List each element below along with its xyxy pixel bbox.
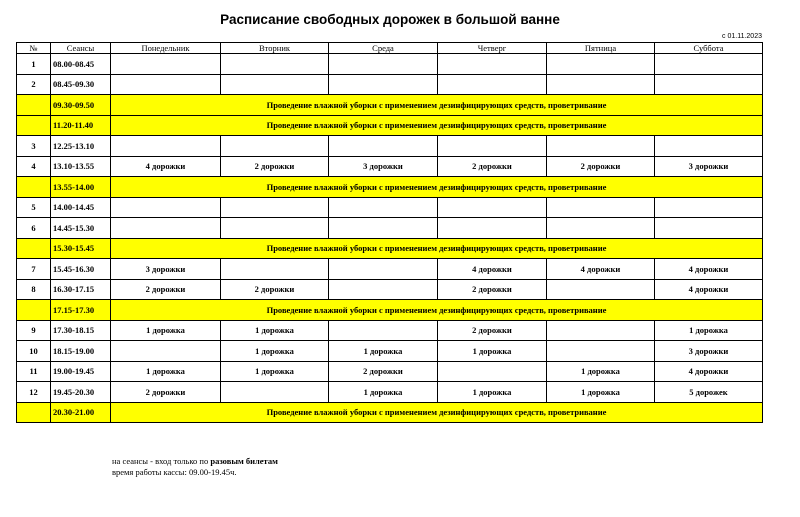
lanes-wednesday: 2 дорожки (329, 361, 438, 382)
lanes-thursday (438, 136, 547, 157)
cleaning-row (17, 300, 763, 321)
session-time: 12.25-13.10 (51, 136, 111, 157)
session-row (17, 361, 763, 382)
session-row (17, 341, 763, 362)
lanes-tuesday (221, 54, 329, 75)
lanes-wednesday (329, 218, 438, 239)
session-row (17, 156, 763, 177)
session-time: 18.15-19.00 (51, 341, 111, 362)
session-time: 13.10-13.55 (51, 156, 111, 177)
cleaning-message: Проведение влажной уборки с применением дезинфицирующих средств, проветривание (111, 238, 763, 259)
session-time: 15.30-15.45 (51, 238, 111, 259)
lanes-monday (111, 54, 221, 75)
lanes-wednesday (329, 279, 438, 300)
lanes-friday (547, 320, 655, 341)
session-time: 17.30-18.15 (51, 320, 111, 341)
session-number: 4 (17, 156, 51, 177)
lanes-monday (111, 74, 221, 95)
lanes-tuesday (221, 259, 329, 280)
lanes-thursday: 2 дорожки (438, 320, 547, 341)
notes-line-1 (112, 456, 278, 467)
schedule-table (16, 42, 763, 423)
lanes-friday (547, 341, 655, 362)
page-title: Расписание свободных дорожек в большой ванне (220, 12, 560, 27)
lanes-tuesday (221, 382, 329, 403)
lanes-monday (111, 136, 221, 157)
session-row (17, 218, 763, 239)
notes-entry-text: на сеансы - вход только по (112, 456, 211, 466)
session-row (17, 279, 763, 300)
effective-date: с 01.11.2023 (722, 33, 762, 40)
lanes-saturday (655, 218, 763, 239)
lanes-monday (111, 218, 221, 239)
header-monday: Понедельник (111, 43, 221, 54)
lanes-tuesday: 1 дорожка (221, 320, 329, 341)
header-friday: Пятница (547, 43, 655, 54)
session-number: 8 (17, 279, 51, 300)
lanes-friday (547, 279, 655, 300)
session-row (17, 74, 763, 95)
lanes-friday: 1 дорожка (547, 382, 655, 403)
session-time: 14.00-14.45 (51, 197, 111, 218)
header-thursday: Четверг (438, 43, 547, 54)
cleaning-row (17, 115, 763, 136)
session-time: 19.45-20.30 (51, 382, 111, 403)
session-time: 14.45-15.30 (51, 218, 111, 239)
lanes-friday (547, 54, 655, 75)
lanes-wednesday: 1 дорожка (329, 382, 438, 403)
session-number: 2 (17, 74, 51, 95)
lanes-thursday (438, 218, 547, 239)
lanes-monday (111, 197, 221, 218)
session-row (17, 136, 763, 157)
header-row (17, 43, 763, 54)
lanes-thursday (438, 197, 547, 218)
lanes-tuesday: 2 дорожки (221, 156, 329, 177)
session-number: 6 (17, 218, 51, 239)
session-time: 16.30-17.15 (51, 279, 111, 300)
header-tuesday: Вторник (221, 43, 329, 54)
lanes-tuesday (221, 136, 329, 157)
session-number (17, 115, 51, 136)
lanes-monday: 2 дорожки (111, 279, 221, 300)
lanes-monday: 3 дорожки (111, 259, 221, 280)
lanes-wednesday: 1 дорожка (329, 341, 438, 362)
header-saturday: Суббота (655, 43, 763, 54)
session-row (17, 197, 763, 218)
lanes-saturday (655, 136, 763, 157)
lanes-monday: 1 дорожка (111, 320, 221, 341)
lanes-friday (547, 197, 655, 218)
cleaning-message: Проведение влажной уборки с применением дезинфицирующих средств, проветривание (111, 402, 763, 423)
session-number: 7 (17, 259, 51, 280)
session-number: 9 (17, 320, 51, 341)
lanes-thursday: 1 дорожка (438, 382, 547, 403)
header-number: № (17, 43, 51, 54)
lanes-friday (547, 74, 655, 95)
lanes-saturday: 4 дорожки (655, 259, 763, 280)
lanes-wednesday (329, 320, 438, 341)
lanes-wednesday (329, 54, 438, 75)
lanes-thursday: 4 дорожки (438, 259, 547, 280)
session-number: 10 (17, 341, 51, 362)
lanes-wednesday: 3 дорожки (329, 156, 438, 177)
header-wednesday: Среда (329, 43, 438, 54)
lanes-tuesday (221, 197, 329, 218)
session-row (17, 54, 763, 75)
lanes-monday: 1 дорожка (111, 361, 221, 382)
lanes-wednesday (329, 136, 438, 157)
cleaning-row (17, 402, 763, 423)
lanes-thursday: 2 дорожки (438, 279, 547, 300)
lanes-monday: 4 дорожки (111, 156, 221, 177)
lanes-friday: 2 дорожки (547, 156, 655, 177)
session-number: 11 (17, 361, 51, 382)
session-number (17, 238, 51, 259)
session-time: 08.00-08.45 (51, 54, 111, 75)
lanes-thursday: 2 дорожки (438, 156, 547, 177)
lanes-monday: 2 дорожки (111, 382, 221, 403)
session-time: 09.30-09.50 (51, 95, 111, 116)
lanes-tuesday (221, 218, 329, 239)
lanes-thursday (438, 74, 547, 95)
lanes-saturday: 3 дорожки (655, 156, 763, 177)
session-row (17, 259, 763, 280)
lanes-thursday (438, 361, 547, 382)
lanes-friday (547, 218, 655, 239)
lanes-tuesday: 1 дорожка (221, 361, 329, 382)
lanes-thursday: 1 дорожка (438, 341, 547, 362)
notes-line-2: время работы кассы: 09.00-19.45ч. (112, 467, 237, 477)
session-number (17, 95, 51, 116)
session-number (17, 300, 51, 321)
lanes-saturday: 5 дорожек (655, 382, 763, 403)
lanes-tuesday: 2 дорожки (221, 279, 329, 300)
lanes-saturday: 4 дорожки (655, 279, 763, 300)
cleaning-message: Проведение влажной уборки с применением дезинфицирующих средств, проветривание (111, 300, 763, 321)
cleaning-row (17, 238, 763, 259)
lanes-tuesday (221, 74, 329, 95)
lanes-wednesday (329, 74, 438, 95)
footer-notes (112, 456, 278, 478)
session-number: 1 (17, 54, 51, 75)
lanes-monday (111, 341, 221, 362)
session-number: 12 (17, 382, 51, 403)
lanes-wednesday (329, 259, 438, 280)
lanes-friday: 1 дорожка (547, 361, 655, 382)
lanes-thursday (438, 54, 547, 75)
notes-ticket-type: разовым билетам (210, 456, 278, 466)
cleaning-message: Проведение влажной уборки с применением дезинфицирующих средств, проветривание (111, 177, 763, 198)
header-sessions: Сеансы (51, 43, 111, 54)
session-time: 13.55-14.00 (51, 177, 111, 198)
session-number (17, 177, 51, 198)
session-time: 20.30-21.00 (51, 402, 111, 423)
session-row (17, 382, 763, 403)
lanes-tuesday: 1 дорожка (221, 341, 329, 362)
session-time: 08.45-09.30 (51, 74, 111, 95)
cleaning-message: Проведение влажной уборки с применением дезинфицирующих средств, проветривание (111, 95, 763, 116)
session-number (17, 402, 51, 423)
lanes-saturday: 3 дорожки (655, 341, 763, 362)
lanes-friday: 4 дорожки (547, 259, 655, 280)
cleaning-message: Проведение влажной уборки с применением дезинфицирующих средств, проветривание (111, 115, 763, 136)
cleaning-row (17, 95, 763, 116)
session-row (17, 320, 763, 341)
lanes-wednesday (329, 197, 438, 218)
lanes-saturday (655, 54, 763, 75)
lanes-saturday (655, 197, 763, 218)
lanes-saturday: 1 дорожка (655, 320, 763, 341)
session-number: 3 (17, 136, 51, 157)
session-time: 17.15-17.30 (51, 300, 111, 321)
session-time: 11.20-11.40 (51, 115, 111, 136)
session-time: 19.00-19.45 (51, 361, 111, 382)
session-number: 5 (17, 197, 51, 218)
lanes-saturday: 4 дорожки (655, 361, 763, 382)
lanes-friday (547, 136, 655, 157)
lanes-saturday (655, 74, 763, 95)
cleaning-row (17, 177, 763, 198)
session-time: 15.45-16.30 (51, 259, 111, 280)
